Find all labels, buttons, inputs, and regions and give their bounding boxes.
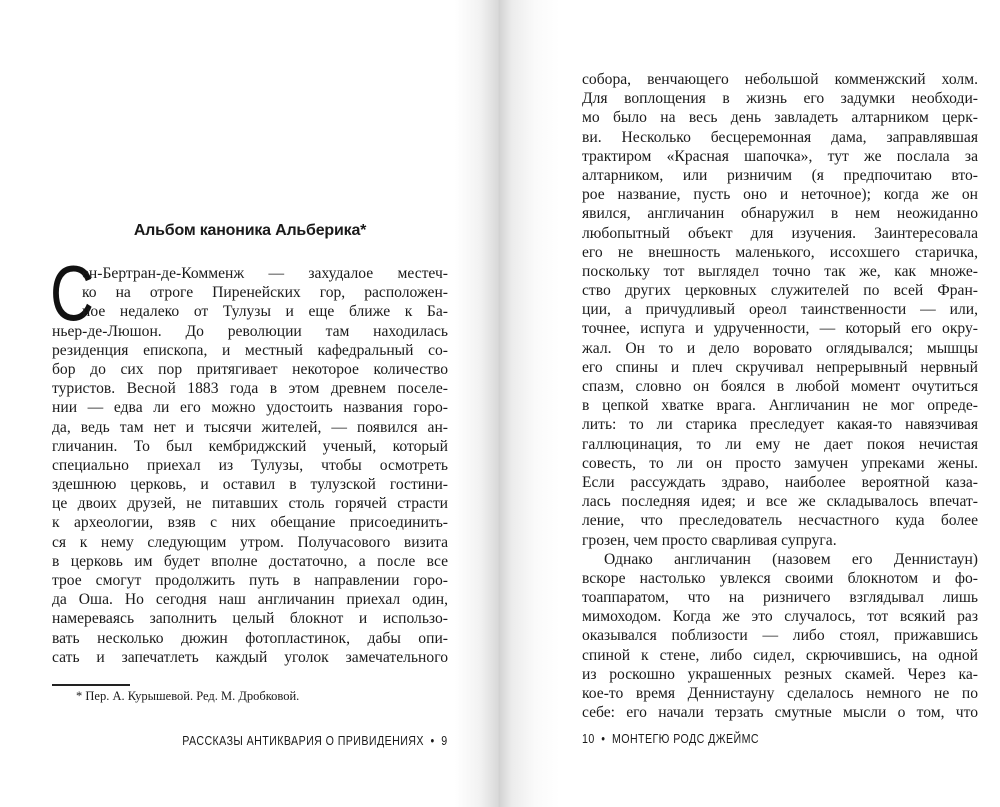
text-line: Для воплощения в жизнь его задумки необходи- <box>582 90 978 108</box>
text-line: Если рассуждать здраво, наиболее вероятной каза- <box>582 473 978 491</box>
text-line: из роскошно украшенных резных скамей. Через ка- <box>582 665 978 683</box>
text-line: рое название, пусть оно и неточное); когда же он <box>582 186 978 204</box>
text-line: ви. Несколько бесцеремонная дама, заправлявшая <box>582 128 978 146</box>
page-number: 10 <box>582 731 595 746</box>
text-line: Однако англичанин (назовем его Деннистаун) <box>604 550 978 568</box>
text-line: спиной к стене, либо сидел, скрючившись, на одной <box>582 646 978 664</box>
right-page <box>500 0 1000 807</box>
text-line: ство других церковных служителей по всей Фран- <box>582 282 978 300</box>
text-line: в цепкой хватке врага. Англичанин не мог опреде- <box>582 397 978 415</box>
text-line: галлюцинация, то ли ему не дает покоя нечистая <box>582 435 978 453</box>
footnote: * Пер. А. Курышевой. Ред. М. Дробковой. <box>76 689 300 703</box>
running-title: МОНТЕГЮ РОДС ДЖЕЙМС <box>611 731 759 746</box>
text-line: собора, венчающего небольшой комменжский холм. <box>582 71 978 88</box>
text-line: намереваясь заполнить целый блокнот и использо- <box>52 610 448 628</box>
text-line: точнее, испуга и удрученности, — который его окру- <box>582 320 978 338</box>
text-line: себе: его начали терзать смутные мысли о том, что <box>582 704 978 722</box>
text-line: вать несколько дюжин фотопластинок, дабы опи- <box>52 629 448 647</box>
text-line: ции, а причудливый ореол таинственности — или, <box>582 301 978 319</box>
text-line: в церковь им будет вполне достаточно, а после все <box>52 552 448 570</box>
text-line: поскольку тот выглядел точно так же, как множе- <box>582 262 978 280</box>
text-line: нии — едва ли его можно удостоить названия горо- <box>52 399 448 417</box>
bullet-separator: • <box>601 731 606 746</box>
text-line: гличанин. То был кембриджский ученый, который <box>52 437 448 455</box>
text-line: трактиром «Красная шапочка», тут же послала за <box>582 147 978 165</box>
chapter-title: Альбом каноника Альберика* <box>133 222 367 239</box>
text-line: лась последняя идея; и все же складывалось впечат- <box>582 493 978 511</box>
text-line: мимоходом. Когда же это случалось, тот всякий раз <box>582 608 978 626</box>
text-line: спазм, словно он боялся в любой момент очутиться <box>582 378 978 395</box>
text-line: да Оша. Но сегодня наш англичанин приехал один, <box>52 591 448 609</box>
text-line: его не внешность маленького, иссохшего старичка, <box>582 243 978 261</box>
left-text-column <box>50 249 448 667</box>
page-number: 9 <box>441 733 448 748</box>
text-line: ко на отроге Пиренейских гор, расположен- <box>82 284 448 302</box>
text-line: его спины и плеч скручивал непрерывный нервный <box>582 358 978 376</box>
text-line: кое-то время Деннистауну сделалось немного не по <box>582 685 978 702</box>
text-line: ся к нему следующим утром. Получасового визита <box>52 533 448 551</box>
text-line: оказывался поблизости — либо стоял, прижавшись <box>582 627 978 645</box>
footnote-divider <box>52 684 130 686</box>
text-line: ен-Бертран-де-Комменж — захудалое местеч- <box>82 265 448 282</box>
text-line: грозен, чем просто сварливая супруга. <box>582 531 837 549</box>
text-line: любопытный объект для изучения. Заинтересовала <box>582 224 978 242</box>
text-line: тоаппаратом, что на ризничего взглядывал лишь <box>582 589 978 607</box>
text-line: вскоре настолько увлекся своими блокнотом и фо- <box>582 569 978 587</box>
drop-cap: С <box>50 249 94 337</box>
text-line: це двоих друзей, не питавших столь горячей страсти <box>52 495 448 513</box>
text-line: совесть, то ли он просто замучен упреками жены. <box>582 454 978 472</box>
text-line: лить: то ли старика преследует какая-то навязчивая <box>582 416 978 434</box>
text-line: к археологии, взяв с них обещание присоединить- <box>52 514 448 532</box>
text-line: ньер-де-Люшон. До революции там находилась <box>52 322 448 340</box>
text-line: бор до сих пор притягивает некоторое количество <box>52 360 448 378</box>
text-line: алтарником, или ризничим (я предпочитаю вто- <box>582 166 978 184</box>
bullet-separator: • <box>430 733 436 748</box>
text-line: мо было на весь день завладеть алтарником церк- <box>582 109 978 127</box>
text-line: сать и запечатлеть каждый уголок замечательного <box>52 648 448 666</box>
running-title: РАССКАЗЫ АНТИКВАРИЯ О ПРИВИДЕНИЯХ <box>182 733 425 748</box>
text-line: специально приехал из Тулузы, чтобы осмотреть <box>52 456 448 474</box>
right-text-column <box>582 70 978 722</box>
text-line: ное недалеко от Тулузы и еще ближе к Ба- <box>82 303 448 321</box>
text-line: трое смогут продолжить путь в направлении горо- <box>52 572 448 589</box>
text-line: ление, что преследователь несчастного куда более <box>582 512 978 530</box>
text-line: здешнюю церковь, и оставил в тулузской гостини- <box>52 476 448 494</box>
text-line: резиденция епископа, и местный кафедральный со- <box>52 341 448 359</box>
text-line: жал. Он то и дело воровато оглядывался; мышцы <box>582 339 978 357</box>
text-line: туристов. Весной 1883 года в этом древнем поселе- <box>52 380 448 398</box>
text-line: явился, англичанин обнаружил в нем неожиданно <box>582 205 978 223</box>
text-line: да, ведь там нет и тысячи жителей, — появился ан- <box>52 418 448 436</box>
right-running-footer <box>582 731 759 746</box>
left-running-footer <box>183 733 448 748</box>
